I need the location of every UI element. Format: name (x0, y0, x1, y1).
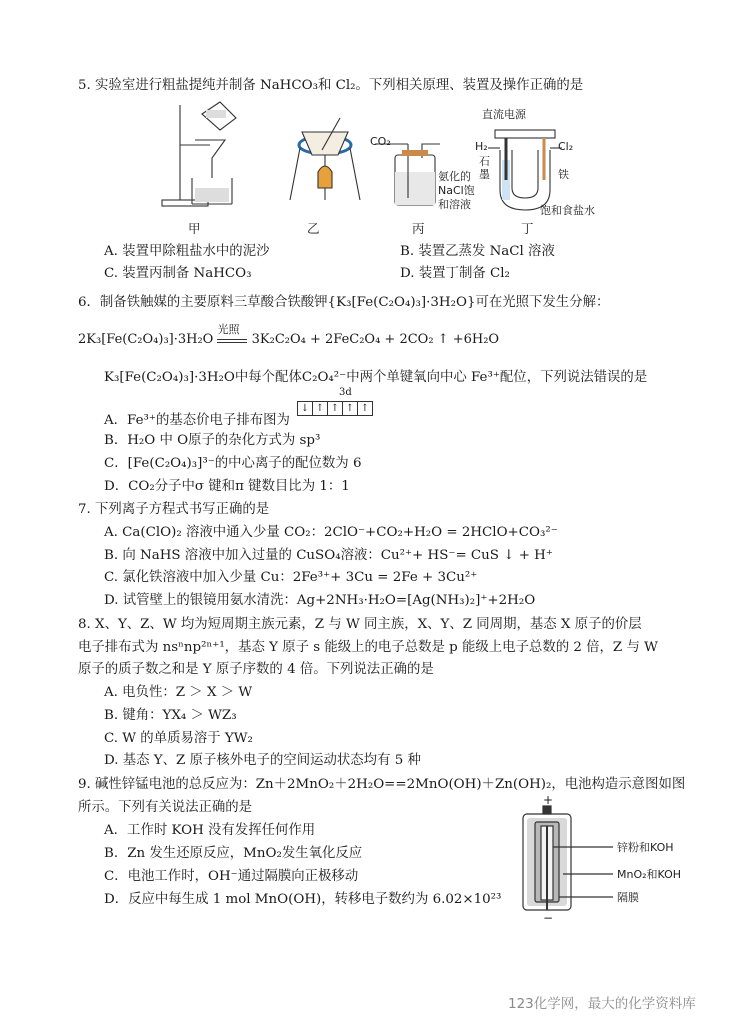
watermark: 123化学网，最大的化学资料库 (508, 996, 696, 1012)
power-label: 直流电源 (482, 108, 526, 121)
q9-option-c: C．电池工作时，OH⁻通过隔膜向正极移动 (104, 869, 359, 884)
iron-label: 铁 (558, 168, 569, 181)
q8-option-d: D. 基态 Y、Z 原子核外电子的空间运动状态均有 5 种 (104, 753, 421, 768)
q6-equation-left: 2K₃[Fe(C₂O₄)₃]·3H₂O (78, 332, 214, 347)
nacl-label-1: 氨化的 (438, 170, 471, 183)
q7-option-a: A. Ca(ClO)₂ 溶液中通入少量 CO₂：2ClO⁻+CO₂+H₂O = 2HClO+CO₃²⁻ (104, 525, 558, 540)
nacl-label-3: 和溶液 (438, 198, 471, 211)
q5-option-b: B. 装置乙蒸发 NaCl 溶液 (400, 244, 555, 259)
q9-stem-line-2: 所示。下列有关说法正确的是 (78, 800, 253, 815)
q7-stem: 7. 下列离子方程式书写正确的是 (78, 502, 270, 517)
q7-option-c: C. 氯化铁溶液中加入少量 Cu：2Fe³⁺+ 3Cu = 2Fe + 3Cu²⁺ (104, 570, 478, 585)
q8-stem-line-2: 电子排布式为 nsⁿnp²ⁿ⁺¹，基态 Y 原子 s 能级上的电子总数是 p 能级上电子总数的 2 倍，Z 与 W (78, 640, 658, 655)
q6-equals-sign (217, 339, 247, 343)
q5-apparatus-figure (140, 100, 610, 220)
nacl-label-2: NaCl饱 (438, 184, 475, 197)
battery-diagram (515, 792, 695, 922)
q7-option-b: B. 向 NaHS 溶液中加入过量的 CuSO₄溶液：Cu²⁺+ HS⁻= CuS ↓ + H⁺ (104, 548, 553, 563)
orbital-label: 3d (339, 387, 352, 398)
zinc-label: 锌粉和KOH (617, 841, 674, 854)
q9-option-b: B．Zn 发生还原反应，MnO₂发生氧化反应 (104, 846, 363, 861)
q8-option-b: B. 键角：YX₄ ＞ WZ₃ (104, 708, 237, 723)
q7-option-d: D. 试管壁上的银镜用氨水清洗：Ag+2NH₃·H₂O=[Ag(NH₃)₂]⁺+2H₂O (104, 593, 536, 608)
cl2-label: Cl₂ (558, 140, 574, 153)
apparatus-bing-bubbling (375, 144, 440, 205)
q6-option-a: A．Fe³⁺的基态价电子排布图为 (104, 413, 290, 428)
q6-context: K₃[Fe(C₂O₄)₃]·3H₂O中每个配体C₂O₄²⁻中两个单键氧向中心 Fe³⁺配位，下列说法错误的是 (104, 370, 648, 385)
q5-option-a: A. 装置甲除粗盐水中的泥沙 (104, 244, 270, 259)
q6-option-d: D．CO₂分子中σ 键和π 键数目比为 1：1 (104, 479, 350, 494)
h2-label: H₂ (475, 140, 488, 153)
q5-option-d: D. 装置丁制备 Cl₂ (400, 266, 510, 281)
q5-stem: 5. 实验室进行粗盐提纯并制备 NaHCO₃和 Cl₂。下列相关原理、装置及操作正确的是 (78, 78, 584, 93)
q9-stem-line-1: 9. 碱性锌锰电池的总反应为：Zn＋2MnO₂＋2H₂O==2MnO(OH)＋Zn(OH)₂，电池构造示意图如图 (78, 777, 686, 792)
mno2-label: MnO₂和KOH (617, 868, 682, 881)
figure-label-bing: 丙 (412, 221, 425, 236)
co2-label: CO₂ (370, 135, 391, 148)
graphite-label-2: 墨 (479, 168, 490, 181)
brine-label: 饱和食盐水 (540, 204, 595, 217)
q9-option-d: D．反应中每生成 1 mol MnO(OH)，转移电子数约为 6.02×10²³ (104, 892, 502, 907)
figure-label-ding: 丁 (521, 221, 534, 236)
orbital-box: ↑ (313, 402, 328, 415)
battery-minus: − (543, 911, 554, 922)
q6-equation-right: 3K₂C₂O₄ + 2FeC₂O₄ + 2CO₂ ↑ +6H₂O (251, 332, 500, 347)
membrane-label: 隔膜 (617, 891, 639, 904)
q8-option-c: C. W 的单质易溶于 YW₂ (104, 731, 253, 746)
fe3-orbital-diagram (297, 387, 373, 416)
apparatus-yi-evaporation (290, 118, 360, 200)
orbital-box: ↓ (298, 402, 313, 415)
q6-stem: 6．制备铁触媒的主要原料三草酸合铁酸钾{K₃[Fe(C₂O₄)₃]·3H₂O}可在光照下发生分解： (78, 295, 610, 310)
q9-option-a: A．工作时 KOH 没有发挥任何作用 (104, 823, 316, 838)
q6-equation (78, 323, 500, 348)
orbital-box: ↑ (360, 403, 370, 414)
q6-option-c: C．[Fe(C₂O₄)₃]³⁻的中心离子的配位数为 6 (104, 456, 362, 471)
q6-equation-condition: 光照 (217, 323, 240, 336)
q5-option-c: C. 装置丙制备 NaHCO₃ (104, 266, 252, 281)
orbital-box: ↑ (343, 402, 358, 415)
apparatus-ding-electrolysis (488, 130, 562, 210)
orbital-box: ↑ (328, 402, 343, 415)
q8-option-a: A. 电负性：Z ＞ X ＞ W (104, 685, 253, 700)
battery-plus: + (543, 793, 554, 807)
q8-stem-line-3: 原子的质子数之和是 Y 原子序数的 4 倍。下列说法正确的是 (78, 662, 434, 677)
figure-label-yi: 乙 (307, 221, 320, 236)
figure-label-jia: 甲 (188, 221, 201, 236)
q8-stem-line-1: 8. X、Y、Z、W 均为短周期主族元素，Z 与 W 同主族，X、Y、Z 同周期，基态 X 原子的价层 (78, 617, 642, 632)
q6-option-b: B．H₂O 中 O原子的杂化方式为 sp³ (104, 433, 321, 448)
graphite-label-1: 石 (479, 155, 490, 168)
apparatus-jia-filtration (162, 102, 236, 206)
